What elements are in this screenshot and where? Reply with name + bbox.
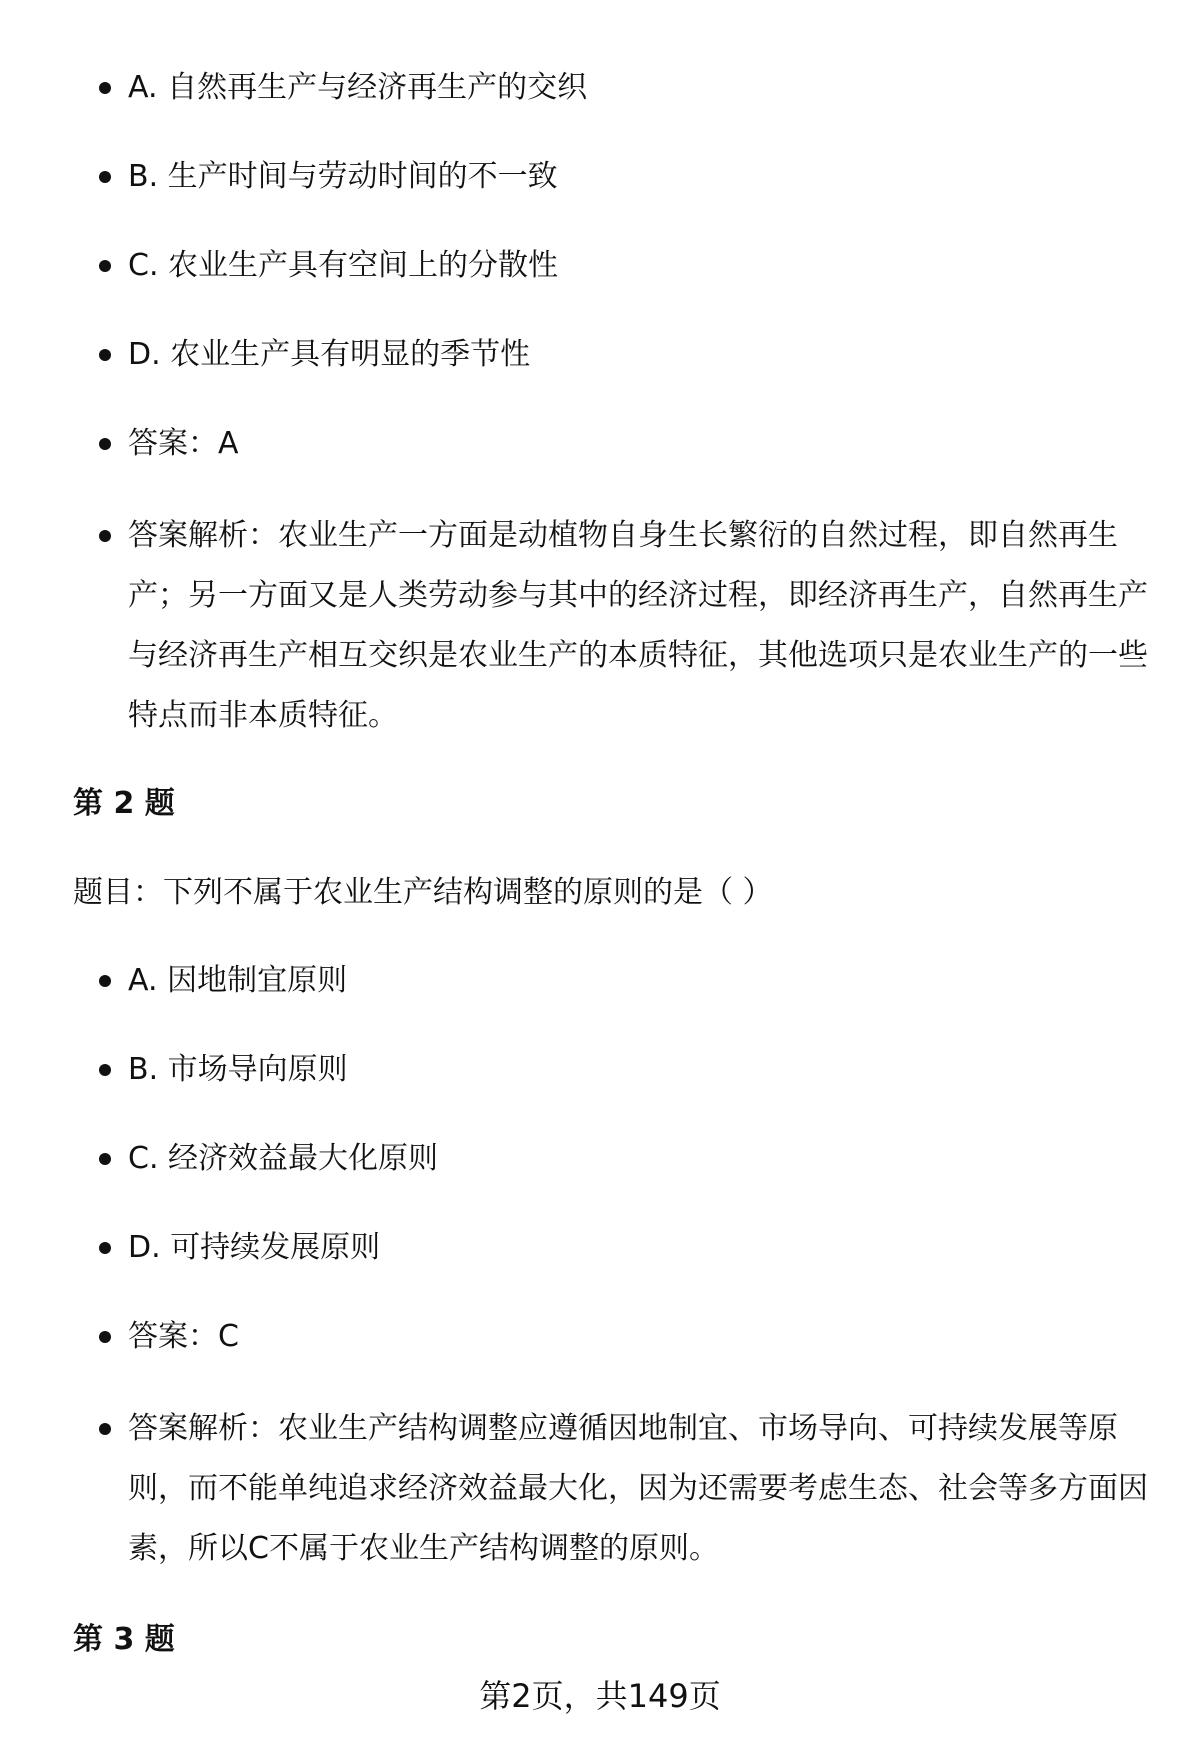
bullet-icon <box>99 975 111 987</box>
q1-option-a-text: A. 自然再生产与经济再生产的交织 <box>128 70 588 105</box>
q1-option-c-text: C. 农业生产具有空间上的分散性 <box>128 248 559 283</box>
q1-option-b-text: B. 生产时间与劳动时间的不一致 <box>128 159 558 194</box>
bullet-icon <box>99 530 111 542</box>
q2-option-c <box>128 1129 1148 1189</box>
q1-answer-text: 答案：A <box>128 426 239 461</box>
q1-option-d <box>128 325 1148 385</box>
bullet-icon <box>99 260 111 272</box>
q2-option-b-text: B. 市场导向原则 <box>128 1052 348 1087</box>
bullet-icon <box>99 1423 111 1435</box>
q2-explanation-text: 答案解析：农业生产结构调整应遵循因地制宜、市场导向、可持续发展等原则，而不能单纯追求经济效益最大化，因为还需要考虑生态、社会等多方面因素，所以C不属于农业生产结构调整的原则。 <box>128 1411 1148 1566</box>
bullet-icon <box>99 1064 111 1076</box>
q1-explanation-text: 答案解析：农业生产一方面是动植物自身生长繁衍的自然过程，即自然再生产；另一方面又是人类劳动参与其中的经济过程，即经济再生产，自然再生产与经济再生产相互交织是农业生产的本质特征，其他选项只是农业生产的一些特点而非本质特征。 <box>128 518 1148 733</box>
q2-explanation <box>128 1399 1148 1579</box>
bullet-icon <box>99 349 111 361</box>
q2-answer-text: 答案：C <box>128 1319 239 1354</box>
q1-option-a <box>128 58 1148 118</box>
q2-option-d-text: D. 可持续发展原则 <box>128 1230 381 1265</box>
q1-option-b <box>128 147 1148 207</box>
q1-option-c <box>128 236 1148 296</box>
q3-heading: 第 3 题 <box>73 1622 175 1657</box>
q2-stem: 题目：下列不属于农业生产结构调整的原则的是（ ） <box>73 875 773 910</box>
bullet-icon <box>99 438 111 450</box>
bullet-icon <box>99 1242 111 1254</box>
q2-option-b <box>128 1040 1148 1100</box>
page-footer: 第2页，共149页 <box>479 1677 721 1715</box>
q2-answer <box>128 1307 1148 1367</box>
q1-option-d-text: D. 农业生产具有明显的季节性 <box>128 337 531 372</box>
bullet-icon <box>99 1331 111 1343</box>
q2-option-a-text: A. 因地制宜原则 <box>128 963 348 998</box>
q2-heading: 第 2 题 <box>73 786 175 821</box>
q2-option-c-text: C. 经济效益最大化原则 <box>128 1141 439 1176</box>
bullet-icon <box>99 1153 111 1165</box>
bullet-icon <box>99 171 111 183</box>
bullet-icon <box>99 82 111 94</box>
q1-explanation <box>128 506 1148 746</box>
q2-option-a <box>128 951 1148 1011</box>
q1-answer <box>128 414 1148 474</box>
q2-option-d <box>128 1218 1148 1278</box>
